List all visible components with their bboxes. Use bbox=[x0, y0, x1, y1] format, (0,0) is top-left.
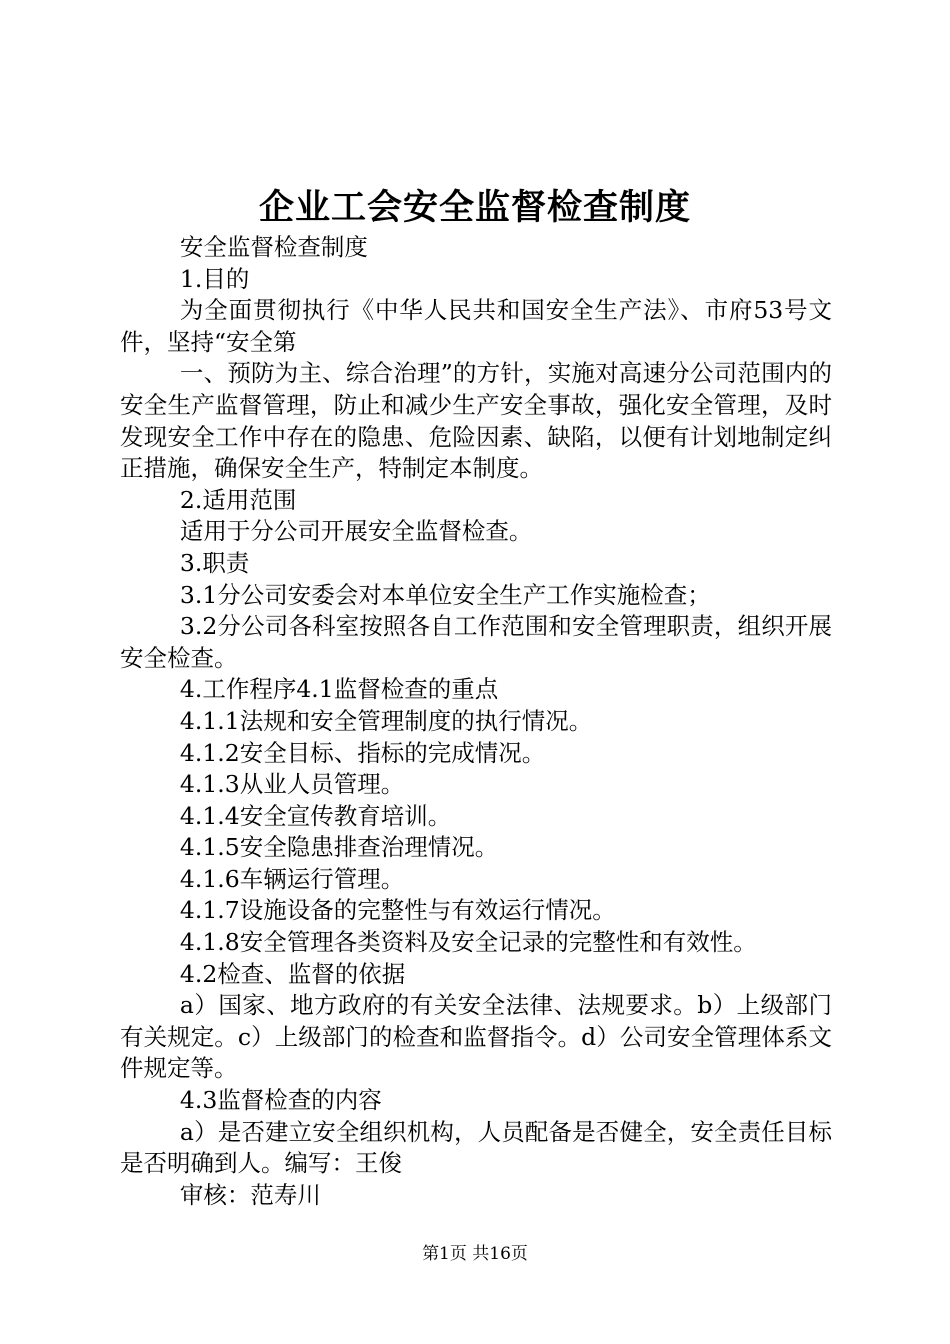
page-footer: 第1页 共16页 bbox=[422, 1244, 528, 1264]
paragraph: 3.职责 bbox=[179, 548, 250, 577]
paragraph: 4.工作程序4.1监督检查的重点 bbox=[179, 675, 499, 704]
paragraph: 4.1.3从业人员管理。 bbox=[179, 770, 405, 799]
paragraph: 1.目的 bbox=[179, 264, 250, 293]
paragraph: 为全面贯彻执行《中华人民共和国安全生产法》、市府53号文件，坚持“安全第 bbox=[120, 296, 832, 356]
paragraph: 3.1分公司安委会对本单位安全生产工作实施检查； bbox=[179, 580, 711, 609]
document-title: 企业工会安全监督检查制度 bbox=[258, 187, 691, 228]
paragraph: 4.1.4安全宣传教育培训。 bbox=[179, 801, 452, 830]
paragraph: 适用于分公司开展安全监督检查。 bbox=[179, 517, 533, 546]
paragraph: 4.1.6车辆运行管理。 bbox=[179, 864, 405, 893]
paragraph: 3.2分公司各科室按照各自工作范围和安全管理职责，组织开展安全检查。 bbox=[120, 612, 832, 672]
paragraph: a）国家、地方政府的有关安全法律、法规要求。b）上级部门有关规定。c）上级部门的检查和监督指令。d）公司安全管理体系文件规定等。 bbox=[120, 991, 832, 1083]
paragraph: 审核：范寿川 bbox=[179, 1180, 321, 1209]
paragraph: 安全监督检查制度 bbox=[179, 233, 368, 261]
paragraph: 4.1.1法规和安全管理制度的执行情况。 bbox=[179, 706, 593, 735]
paragraph: 4.1.8安全管理各类资料及安全记录的完整性和有效性。 bbox=[179, 928, 757, 957]
paragraph: 4.3监督检查的内容 bbox=[179, 1086, 382, 1115]
paragraph: 2.适用范围 bbox=[179, 485, 297, 514]
paragraph: 一、预防为主、综合治理”的方针，实施对高速分公司范围内的安全生产监督管理，防止和减少生产安全事故，强化安全管理，及时发现安全工作中存在的隐患、危险因素、缺陷，以便有计划地制定纠正措施，确保安全生产，特制定本制度。 bbox=[120, 359, 832, 483]
paragraph: 4.1.7设施设备的完整性与有效运行情况。 bbox=[179, 896, 616, 925]
paragraph: 4.1.5安全隐患排查治理情况。 bbox=[179, 833, 499, 862]
document-body bbox=[120, 232, 832, 1211]
paragraph: a）是否建立安全组织机构，人员配备是否健全，安全责任目标是否明确到人。编写：王俊 bbox=[120, 1117, 832, 1178]
paragraph: 4.1.2安全目标、指标的完成情况。 bbox=[179, 738, 546, 767]
paragraph: 4.2检查、监督的依据 bbox=[179, 959, 406, 988]
